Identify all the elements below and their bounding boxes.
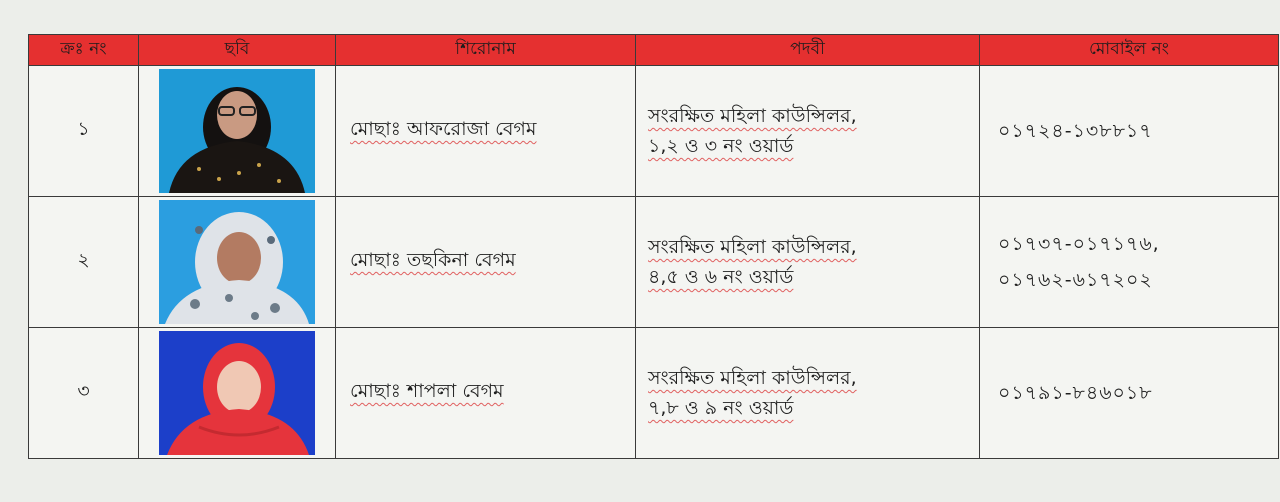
mobile-number-1: ০১৭৯১-৮৪৬০১৮ (998, 382, 1153, 404)
mobile-number-1: ০১৭৩৭-০১৭১৭৬, (998, 233, 1160, 255)
portrait-figure-2 (159, 200, 315, 324)
serial-cell: ২ (29, 197, 139, 328)
mobile-cell (980, 328, 1279, 459)
header-serial: ক্রঃ নং (29, 35, 139, 66)
name-cell (336, 328, 636, 459)
header-mobile: মোবাইল নং (980, 35, 1279, 66)
header-designation: পদবী (636, 35, 980, 66)
table-header-row (29, 35, 1279, 66)
serial-cell: ৩ (29, 328, 139, 459)
name-cell (336, 197, 636, 328)
serial-cell: ১ (29, 66, 139, 197)
name-cell (336, 66, 636, 197)
councillor-photo (159, 200, 315, 324)
councillor-photo (159, 69, 315, 193)
mobile-cell (980, 197, 1279, 328)
table-row (29, 66, 1279, 197)
councillor-table (28, 34, 1279, 459)
header-photo: ছবি (139, 35, 336, 66)
councillor-photo (159, 331, 315, 455)
mobile-number-1: ০১৭২৪-১৩৮৮১৭ (998, 120, 1153, 142)
mobile-number-2: ০১৭৬২-৬১৭২০২ (998, 269, 1153, 291)
designation-line-2: ৭,৮ ও ৯ নং ওয়ার্ড (648, 397, 794, 419)
designation-line-2: ৪,৫ ও ৬ নং ওয়ার্ড (648, 266, 794, 288)
table-row (29, 328, 1279, 459)
photo-cell (139, 197, 336, 328)
designation-cell (636, 328, 980, 459)
mobile-cell (980, 66, 1279, 197)
designation-cell (636, 197, 980, 328)
designation-line-2: ১,২ ও ৩ নং ওয়ার্ড (648, 135, 794, 157)
table-row (29, 197, 1279, 328)
photo-cell (139, 328, 336, 459)
councillor-name: মোছাঃ তছকিনা বেগম (350, 249, 516, 271)
councillor-name: মোছাঃ আফরোজা বেগম (350, 118, 537, 140)
designation-line-1: সংরক্ষিত মহিলা কাউন্সিলর, (648, 236, 857, 258)
designation-line-1: সংরক্ষিত মহিলা কাউন্সিলর, (648, 367, 857, 389)
portrait-figure-3 (159, 331, 315, 455)
header-name: শিরোনাম (336, 35, 636, 66)
photo-cell (139, 66, 336, 197)
designation-line-1: সংরক্ষিত মহিলা কাউন্সিলর, (648, 105, 857, 127)
councillor-name: মোছাঃ শাপলা বেগম (350, 380, 504, 402)
portrait-figure-1 (159, 69, 315, 193)
designation-cell (636, 66, 980, 197)
